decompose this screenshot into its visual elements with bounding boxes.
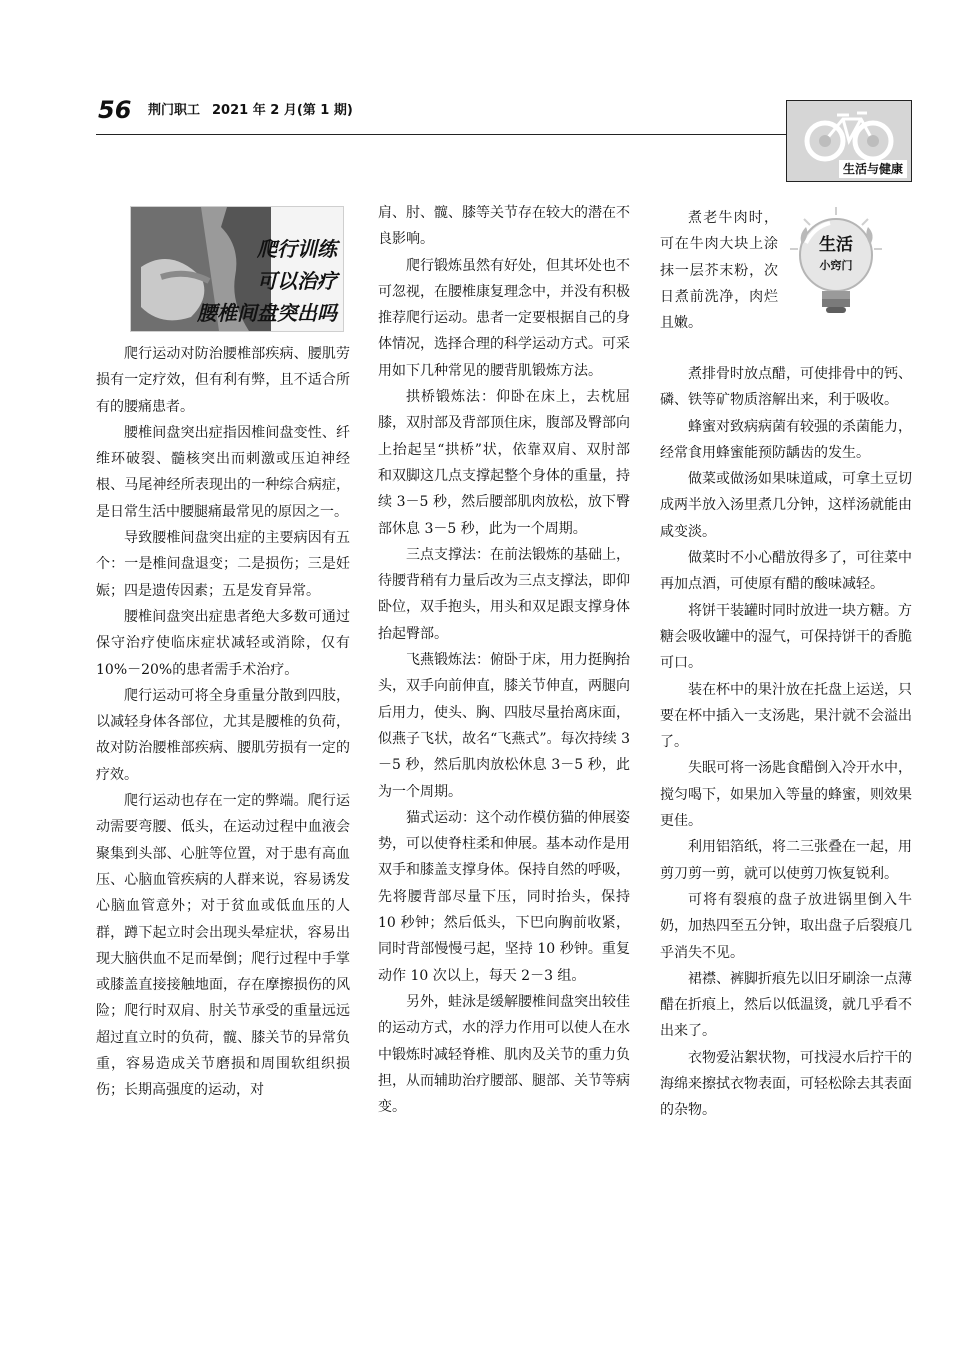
article-paragraph: 飞燕锻炼法：俯卧于床，用力挺胸抬头，双手向前伸直，膝关节伸直，两腿向后用力，使头、胸、四肢尽量抬离床面，似燕子飞状，故名“飞燕式”。每次持续 3－5 秒，然后肌肉放松休息 3－5 秒，此为一个周期。 bbox=[378, 652, 630, 800]
journal-info bbox=[148, 102, 353, 120]
section-badge bbox=[786, 100, 912, 182]
section-label: 生活与健康 bbox=[839, 160, 907, 178]
tip-paragraph: 做菜或做汤如果味道咸，可拿土豆切成两半放入汤里煮几分钟，这样汤就能由咸变淡。 bbox=[660, 471, 912, 540]
tip-paragraph: 将饼干装罐时同时放进一块方糖。方糖会吸收罐中的湿气，可保持饼干的香脆可口。 bbox=[660, 602, 912, 672]
tip-paragraph: 利用铝箔纸，将二三张叠在一起，用剪刀剪一剪，就可以使剪刀恢复锐利。 bbox=[660, 839, 912, 882]
article-paragraph-continued: 肩、肘、髋、膝等关节存在较大的潜在不良影响。 bbox=[378, 205, 630, 248]
tip-paragraph: 失眠可将一汤匙食醋倒入冷开水中，搅匀喝下，如果加入等量的蜂蜜，则效果更佳。 bbox=[660, 760, 912, 830]
article-paragraph: 爬行运动也存在一定的弊端。爬行运动需要弯腰、低头，在运动过程中血液会聚集到头部、心脏等位置，对于患有高血压、心脑血管疾病的人群来说，容易诱发心脑血管意外；对于贫血或低血压的人群，蹲下起立时会出现头晕症状，容易出现大脑供血不足而晕倒；爬行过程中手掌或膝盖直接接触地面，存在摩擦损伤的风险；爬行时双肩、肘关节承受的重量远远超过直立时的负荷，髋、膝关节的异常负重，容易造成关节磨损和周围软组织损伤；长期高强度的运动，对 bbox=[96, 793, 350, 1099]
tip-paragraph: 蜂蜜对致病病菌有较强的杀菌能力，经常食用蜂蜜能预防龋齿的发生。 bbox=[660, 418, 912, 461]
article-paragraph: 腰椎间盘突出症患者绝大多数可通过保守治疗使临床症状减轻或消除，仅有 10%－20%的患者需手术治疗。 bbox=[96, 608, 350, 678]
article-column-2 bbox=[378, 200, 630, 1120]
tip-paragraph: 衣物爱沾絮状物，可找浸水后拧干的海绵来擦拭衣物表面，可轻松除去其表面的杂物。 bbox=[660, 1049, 912, 1119]
tips-badge-subtitle: 小窍门 bbox=[819, 259, 853, 272]
article-title-line: 爬行训练 bbox=[257, 237, 337, 261]
article-paragraph: 爬行运动对防治腰椎部疾病、腰肌劳损有一定疗效，但有利有弊，且不适合所有的腰痛患者。 bbox=[96, 346, 350, 415]
issue-date: 2021 年 2 月(第 1 期) bbox=[212, 103, 353, 118]
tips-column bbox=[660, 361, 912, 1124]
tips-intro bbox=[660, 205, 778, 336]
tip-paragraph: 装在杯中的果汁放在托盘上运送，只要在杯中插入一支汤匙，果汁就不会溢出了。 bbox=[660, 681, 912, 751]
article-paragraph: 拱桥锻炼法：仰卧在床上，去枕屈膝，双肘部及背部顶住床，腹部及臀部向上抬起呈“拱桥”状，依靠双肩、双肘部和双脚这几点支撑起整个身体的重量，持续 3－5 秒，然后腰部肌肉放松，放下臀部休息 3－5 秒，此为一个周期。 bbox=[378, 389, 630, 537]
article-title-line: 腰椎间盘突出吗 bbox=[197, 301, 337, 325]
article-title-line: 可以治疗 bbox=[257, 269, 337, 293]
tip-paragraph: 可将有裂痕的盘子放进锅里倒入牛奶，加热四至五分钟，取出盘子后裂痕几乎消失不见。 bbox=[660, 891, 912, 961]
header-rule bbox=[96, 134, 790, 135]
article-paragraph: 爬行运动可将全身重量分散到四肢，以减轻身体各部位，尤其是腰椎的负荷，故对防治腰椎部疾病、腰肌劳损有一定的疗效。 bbox=[96, 687, 350, 783]
article-paragraph: 爬行锻炼虽然有好处，但其坏处也不可忽视，在腰椎康复理念中，并没有积极推荐爬行运动。患者一定要根据自己的身体情况，选择合理的科学运动方式。可采用如下几种常见的腰背肌锻炼方法。 bbox=[378, 257, 630, 379]
tips-badge-title: 生活 bbox=[819, 235, 853, 255]
article-paragraph: 猫式运动：这个动作模仿猫的伸展姿势，可以使脊柱柔和伸展。基本动作是用双手和膝盖支撑身体。保持自然的呼吸，先将腰背部尽量下压，同时抬头，保持 10 秒钟；然后低头，下巴向胸前收紧，同时背部慢慢弓起，坚持 10 秒钟。重复动作 10 次以上，每天 2－3 组。 bbox=[378, 809, 630, 984]
article-paragraph: 腰椎间盘突出症指因椎间盘变性、纤维环破裂、髓核突出而刺激或压迫神经根、马尾神经所表现出的一种综合病症，是日常生活中腰腿痛最常见的原因之一。 bbox=[96, 424, 350, 520]
tip-paragraph: 裙襟、裤脚折痕先以旧牙刷涂一点薄醋在折痕上，然后以低温烫，就几乎看不出来了。 bbox=[660, 970, 912, 1040]
journal-name: 荆门职工 bbox=[148, 103, 201, 118]
article-title-box bbox=[130, 206, 344, 332]
tip-paragraph: 做菜时不小心醋放得多了，可往菜中再加点酒，可使原有醋的酸味减轻。 bbox=[660, 550, 912, 593]
article-paragraph: 导致腰椎间盘突出症的主要病因有五个：一是椎间盘退变；二是损伤；三是妊娠；四是遗传因素；五是发育异常。 bbox=[96, 530, 350, 599]
article-paragraph: 另外，蛙泳是缓解腰椎间盘突出较佳的运动方式，水的浮力作用可以使人在水中锻炼时减轻脊椎、肌肉及关节的重力负担，从而辅助治疗腰部、腿部、关节等病变。 bbox=[378, 993, 630, 1116]
article-paragraph: 三点支撑法：在前法锻炼的基础上，待腰背稍有力量后改为三点支撑法，即仰卧位，双手抱头，用头和双足跟支撑身体抬起臀部。 bbox=[378, 546, 630, 642]
page-number: 56 bbox=[98, 96, 132, 124]
tip-paragraph: 煮排骨时放点醋，可使排骨中的钙、磷、铁等矿物质溶解出来，利于吸收。 bbox=[660, 366, 912, 409]
tips-badge bbox=[784, 205, 888, 317]
tip-paragraph: 煮老牛肉时，可在牛肉大块上涂抹一层芥末粉，次日煮前洗净，肉烂且嫩。 bbox=[660, 210, 778, 332]
article-column-1 bbox=[96, 341, 350, 1104]
